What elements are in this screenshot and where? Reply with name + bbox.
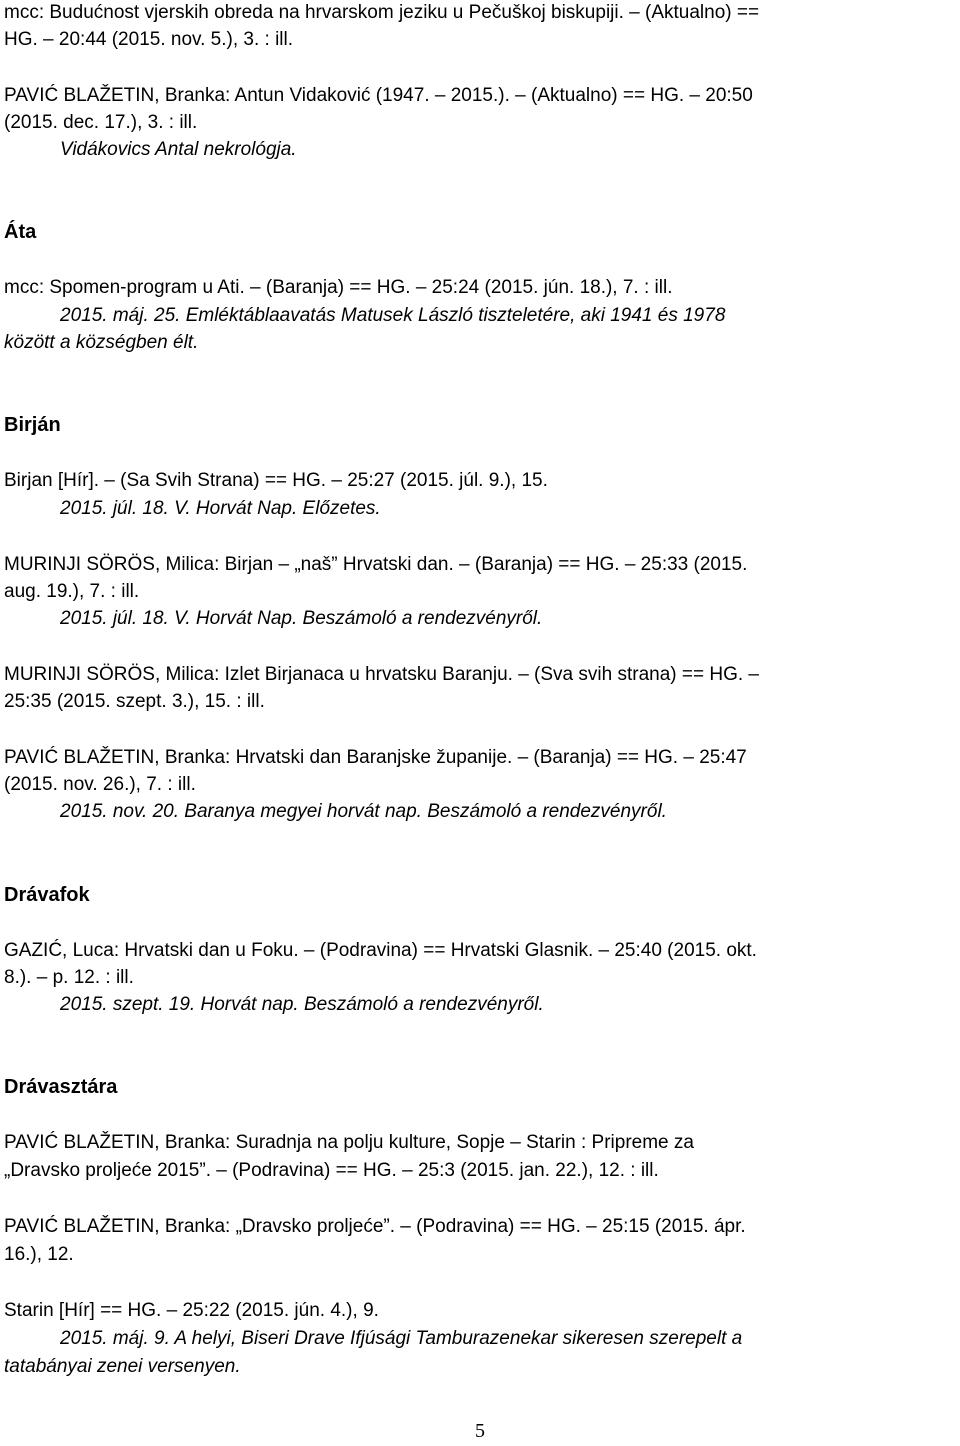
annotation-line: 2015. máj. 9. A helyi, Biseri Drave Ifjúsági Tamburazenekar sikeresen szerepelt a — [60, 1328, 743, 1349]
entry-text-line: (2015. dec. 17.), 3. : ill. — [4, 112, 198, 133]
entry-text-line: PAVIĆ BLAŽETIN, Branka: Antun Vidaković (1947. – 2015.). – (Aktualno) == HG. – 20:50 — [4, 85, 753, 106]
section-heading: Birján — [4, 414, 61, 436]
annotation-line: között a községben élt. — [4, 332, 199, 353]
annotation-line: 2015. júl. 18. V. Horvát Nap. Beszámoló a rendezvényről. — [60, 608, 543, 629]
annotation-line: 2015. máj. 25. Emléktáblaavatás Matusek László tiszteletére, aki 1941 és 1978 — [60, 305, 726, 326]
entry-text-line: HG. – 20:44 (2015. nov. 5.), 3. : ill. — [4, 29, 294, 50]
page-number: 5 — [475, 1420, 485, 1442]
entry-text-line: 25:35 (2015. szept. 3.), 15. : ill. — [4, 691, 265, 712]
entry-text-line: mcc: Spomen-program u Ati. – (Baranja) == HG. – 25:24 (2015. jún. 18.), 7. : ill. — [4, 277, 673, 298]
entry-text-line: 8.). – p. 12. : ill. — [4, 967, 134, 988]
annotation-line: 2015. szept. 19. Horvát nap. Beszámoló a rendezvényről. — [60, 994, 544, 1015]
entry-text-line: 16.), 12. — [4, 1244, 74, 1265]
entry-text-line: aug. 19.), 7. : ill. — [4, 581, 140, 602]
section-heading: Áta — [4, 221, 37, 243]
entry-text-line: mcc: Budućnost vjerskih obreda na hrvarskom jeziku u Pečuškoj biskupiji. – (Aktualno) == — [4, 2, 760, 23]
entry-text-line: (2015. nov. 26.), 7. : ill. — [4, 774, 196, 795]
entry-text-line: „Dravsko proljeće 2015”. – (Podravina) == HG. – 25:3 (2015. jan. 22.), 12. : ill. — [4, 1160, 659, 1181]
entry-text-line: PAVIĆ BLAŽETIN, Branka: Hrvatski dan Baranjske županije. – (Baranja) == HG. – 25:47 — [4, 747, 747, 768]
annotation-line: 2015. júl. 18. V. Horvát Nap. Előzetes. — [60, 498, 381, 519]
annotation-line: tatabányai zenei versenyen. — [4, 1356, 241, 1377]
entry-text-line: PAVIĆ BLAŽETIN, Branka: Suradnja na polju kulture, Sopje – Starin : Pripreme za — [4, 1132, 694, 1153]
entry-text-line: MURINJI SÖRÖS, Milica: Birjan – „naš” Hrvatski dan. – (Baranja) == HG. – 25:33 (2015. — [4, 554, 748, 575]
entry-text-line: GAZIĆ, Luca: Hrvatski dan u Foku. – (Podravina) == Hrvatski Glasnik. – 25:40 (2015. okt. — [4, 940, 757, 961]
section-heading: Drávasztára — [4, 1076, 118, 1098]
entry-text-line: Starin [Hír] == HG. – 25:22 (2015. jún. 4.), 9. — [4, 1300, 379, 1321]
annotation-line: Vidákovics Antal nekrológja. — [60, 139, 297, 160]
entry-text-line: MURINJI SÖRÖS, Milica: Izlet Birjanaca u hrvatsku Baranju. – (Sva svih strana) == HG. – — [4, 664, 759, 685]
entry-text-line: PAVIĆ BLAŽETIN, Branka: „Dravsko proljeće”. – (Podravina) == HG. – 25:15 (2015. ápr. — [4, 1216, 746, 1237]
annotation-line: 2015. nov. 20. Baranya megyei horvát nap. Beszámoló a rendezvényről. — [60, 801, 667, 822]
entry-text-line: Birjan [Hír]. – (Sa Svih Strana) == HG. – 25:27 (2015. júl. 9.), 15. — [4, 470, 548, 491]
section-heading: Drávafok — [4, 884, 90, 906]
